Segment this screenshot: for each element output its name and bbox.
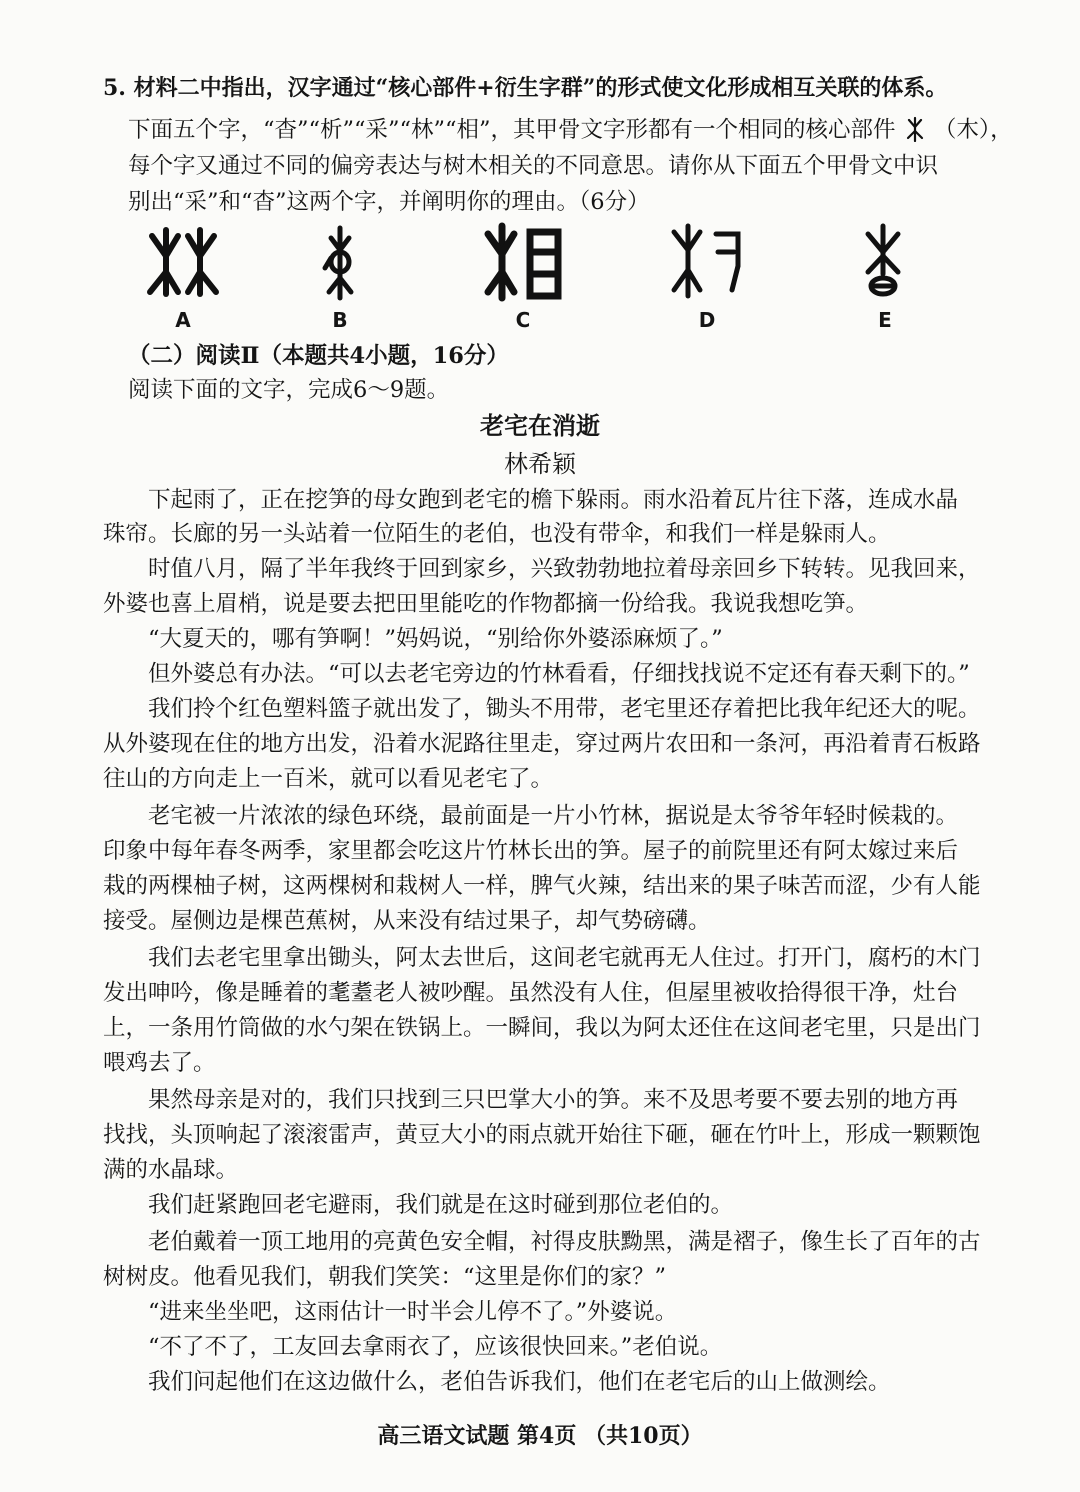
option-label-b: B (332, 308, 348, 332)
article-line: 上，一条用竹筒做的水勺架在铁锅上。一瞬间，我以为阿太还住在这间老宅里，只是出门 (103, 1015, 981, 1041)
article-line: “不了不了，工友回去拿雨衣了，应该很快回来。”老伯说。 (103, 1334, 723, 1360)
option-label-a: A (175, 308, 191, 332)
article-line: 老伯戴着一顶工地用的亮黄色安全帽，衬得皮肤黝黑，满是褶子，像生长了百年的古 (103, 1229, 981, 1255)
article-line: 果然母亲是对的，我们只找到三只巴掌大小的笋。来不及思考要不要去别的地方再 (103, 1087, 959, 1113)
article-line: “进来坐坐吧，这雨估计一时半会儿停不了。”外婆说。 (103, 1299, 678, 1325)
question-5-line-1: 5. 材料二中指出，汉字通过“核心部件+衍生字群”的形式使文化形成相互关联的体系。 (103, 75, 948, 101)
oracle-glyph-a-icon (138, 222, 228, 302)
article-line: 珠帘。长廊的另一头站着一位陌生的老伯，也没有带伞，和我们一样是躲雨人。 (103, 521, 891, 547)
oracle-glyph-e-icon (838, 222, 928, 302)
question-5-line-2-tail: （木）， (933, 117, 1013, 143)
question-5-line-3: 每个字又通过不同的偏旁表达与树木相关的不同意思。请你从下面五个甲骨文中识 (128, 153, 939, 179)
article-title: 老宅在消逝 (480, 411, 600, 440)
article-line: 下起雨了，正在挖笋的母女跑到老宅的檐下躲雨。雨水沿着瓦片往下落，连成水晶 (103, 487, 959, 513)
article-author: 林希颖 (504, 450, 576, 478)
article-line: 但外婆总有办法。“可以去老宅旁边的竹林看看，仔细找找说不定还有春天剩下的。” (103, 661, 970, 687)
article-line: 老宅被一片浓浓的绿色环绕，最前面是一片小竹林，据说是太爷爷年轻时候栽的。 (103, 803, 959, 829)
article-line: 栽的两棵柚子树，这两棵树和栽树人一样，脾气火辣，结出来的果子味苦而涩，少有人能 (103, 873, 981, 899)
article-line: 接受。屋侧边是棵芭蕉树，从来没有结过果子，却气势磅礴。 (103, 908, 711, 934)
article-line: 我们拎个红色塑料篮子就出发了，锄头不用带，老宅里还存着把比我年纪还大的呢。 (103, 696, 981, 722)
article-line: 发出呻吟，像是睡着的耄耋老人被吵醒。虽然没有人住，但屋里被收拾得很干净，灶台 (103, 980, 959, 1006)
section-header: （二）阅读Ⅱ（本题共4小题，16分） (128, 343, 509, 369)
option-label-c: C (515, 308, 531, 332)
article-line: 印象中每年春冬两季，家里都会吃这片竹林长出的笋。屋子的前院里还有阿太嫁过来后 (103, 838, 959, 864)
article-line: 我们问起他们在这边做什么，老伯告诉我们，他们在老宅后的山上做测绘。 (103, 1369, 891, 1395)
oracle-glyph-b-icon (295, 222, 385, 302)
question-5-line-4: 别出“采”和“杳”这两个字，并阐明你的理由。（6分） (128, 189, 650, 215)
page-footer: 高三语文试题 第4页 （共10页） (377, 1423, 703, 1449)
article-line: 时值八月，隔了半年我终于回到家乡，兴致勃勃地拉着母亲回乡下转转。见我回来， (103, 556, 981, 582)
article-line: 从外婆现在住的地方出发，沿着水泥路往里走，穿过两片农田和一条河，再沿着青石板路 (103, 731, 981, 757)
article-line: 喂鸡去了。 (103, 1050, 216, 1076)
article-line: 外婆也喜上眉梢，说是要去把田里能吃的作物都摘一份给我。我说我想吃笋。 (103, 591, 869, 617)
article-line: 树树皮。他看见我们，朝我们笑笑：“这里是你们的家？” (103, 1264, 667, 1290)
oracle-glyph-d-icon (662, 222, 752, 302)
oracle-mu-tree-icon (903, 116, 927, 142)
article-line: 我们赶紧跑回老宅避雨，我们就是在这时碰到那位老伯的。 (103, 1192, 734, 1218)
article-line: 往山的方向走上一百米，就可以看见老宅了。 (103, 766, 554, 792)
article-line: 满的水晶球。 (103, 1157, 239, 1183)
option-label-d: D (698, 308, 716, 332)
option-label-e: E (878, 308, 892, 332)
article-line: 找找，头顶响起了滚滚雷声，黄豆大小的雨点就开始往下砸，砸在竹叶上，形成一颗颗饱 (103, 1122, 981, 1148)
question-5-line-2-text: 下面五个字，“杳”“析”“采”“林”“相”，其甲骨文字形都有一个相同的核心部件 (128, 117, 896, 143)
article-line: 我们去老宅里拿出锄头，阿太去世后，这间老宅就再无人住过。打开门，腐朽的木门 (103, 945, 981, 971)
article-line: “大夏天的，哪有笋啊！”妈妈说，“别给你外婆添麻烦了。” (103, 626, 723, 652)
oracle-glyph-c-icon (478, 222, 568, 302)
section-instruction: 阅读下面的文字，完成6～9题。 (128, 377, 450, 403)
question-5-line-2 (128, 114, 1013, 146)
